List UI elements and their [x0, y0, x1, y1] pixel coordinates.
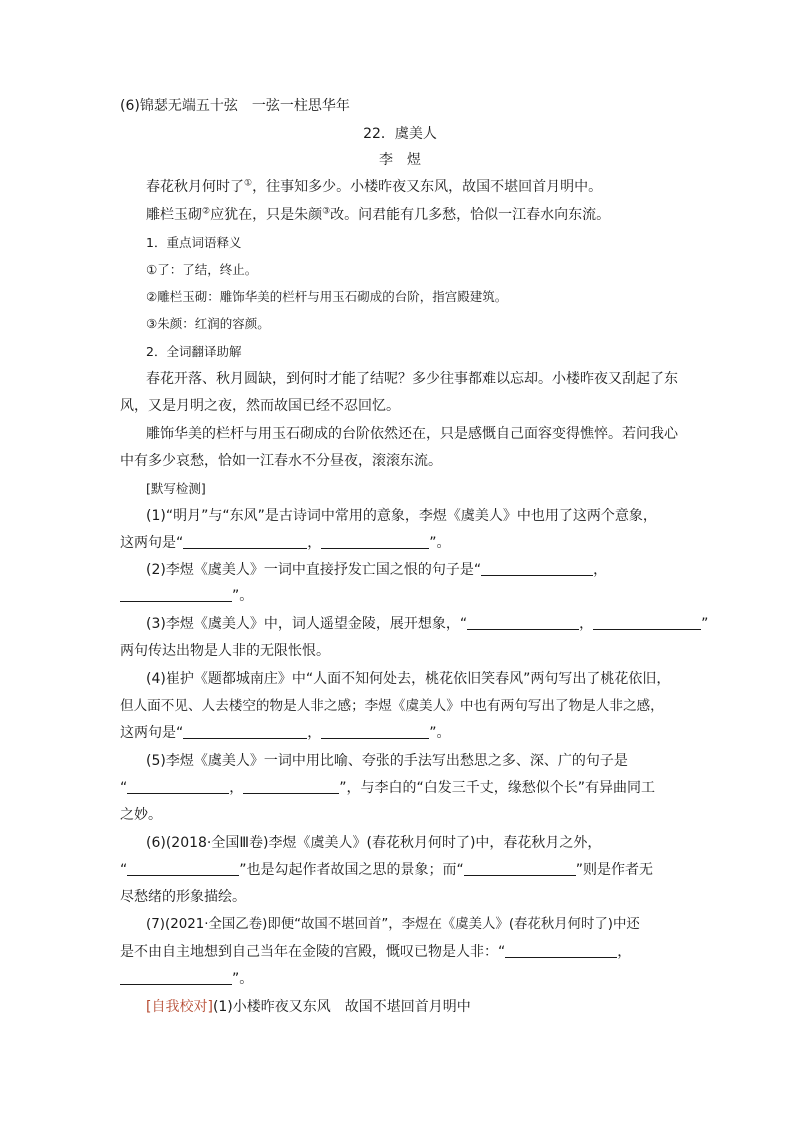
gloss-item-3: ③朱颜：红润的容颜。 — [146, 316, 270, 331]
translation-p2-line2: 中有多少哀愁，恰如一江春水不分昼夜，滚滚东流。 — [120, 453, 442, 469]
q4-line1: (4)崔护《题都城南庄》中“人面不知何处去，桃花依旧笑春风”两句写出了桃花依旧， — [146, 671, 671, 687]
self-check-answer: [自我校对](1)小楼昨夜又东风 故国不堪回首月明中 — [146, 999, 471, 1015]
q7-line3: ”。 — [120, 969, 680, 989]
q4-line2: 但人面不见、人去楼空的物是人非之感；李煜《虞美人》中也有两句写出了物是人非之感， — [120, 698, 664, 714]
q3-line2: 两句传达出物是人非的无限怅恨。 — [120, 643, 330, 659]
poem-line-1: 春花秋月何时了①，往事知多少。小楼昨夜又东风，故国不堪回首月明中。 — [146, 178, 603, 195]
q1-line2: 这两句是“ ， ”。 — [120, 535, 451, 551]
answer-blank[interactable] — [183, 724, 307, 739]
answer-blank[interactable] — [127, 861, 239, 876]
answer-blank[interactable] — [321, 724, 429, 739]
q7-line1: (7)(2021·全国乙卷)即便“故国不堪回首”，李煜在《虞美人》(春花秋月何时了)中还 — [146, 917, 640, 932]
answer-blank[interactable] — [481, 561, 593, 576]
previous-answer-line: (6)锦瑟无端五十弦 一弦一柱思华年 — [120, 98, 350, 114]
poem-title: 22．虞美人 — [363, 126, 437, 142]
section2-heading: 2．全词翻译助解 — [146, 344, 242, 359]
q7-line2: 是不由自主地想到自己当年在金陵的宫殿，慨叹已物是人非：“ ， — [120, 944, 632, 960]
answer-blank[interactable] — [120, 587, 232, 602]
q6-line1: (6)(2018·全国Ⅲ卷)李煜《虞美人》(春花秋月何时了)中，春花秋月之外， — [146, 835, 602, 851]
answer-blank[interactable] — [183, 534, 307, 549]
answer-blank[interactable] — [120, 970, 232, 985]
answer-blank[interactable] — [505, 943, 617, 958]
dictation-heading: [默写检测] — [146, 481, 206, 496]
self-check-tag: [自我校对] — [146, 999, 213, 1015]
q3-line1: (3)李煜《虞美人》中，词人遥望金陵，展开想象，“ ， ” — [146, 616, 709, 632]
poem-line-2: 雕栏玉砌②应犹在，只是朱颜③改。问君能有几多愁，恰似一江春水向东流。 — [146, 206, 611, 223]
section1-heading: 1．重点词语释义 — [146, 235, 242, 250]
q5-line2: “ ， ”，与李白的“白发三千丈，缘愁似个长”有异曲同工 — [120, 780, 656, 796]
q5-line3: 之妙。 — [120, 807, 162, 823]
translation-p2-line1: 雕饰华美的栏杆与用玉石砌成的台阶依然还在，只是感慨自己面容变得憔悴。若问我心 — [146, 426, 678, 442]
answer-blank[interactable] — [464, 861, 576, 876]
q2-line2: ”。 — [120, 586, 680, 606]
poem-author: 李 煜 — [379, 152, 421, 168]
q5-line1: (5)李煜《虞美人》一词中用比喻、夸张的手法写出愁思之多、深、广的句子是 — [146, 753, 628, 769]
answer-blank[interactable] — [593, 615, 701, 630]
translation-p1-line2: 风，又是月明之夜，然而故国已经不忍回忆。 — [120, 398, 400, 414]
answer-blank[interactable] — [127, 779, 229, 794]
answer-blank[interactable] — [321, 534, 429, 549]
gloss-item-2: ②雕栏玉砌：雕饰华美的栏杆与用玉石砌成的台阶，指宫殿建筑。 — [146, 289, 508, 304]
q2-line1: (2)李煜《虞美人》一词中直接抒发亡国之恨的句子是“ ， — [146, 562, 608, 578]
q4-line3: 这两句是“ ， ”。 — [120, 725, 451, 741]
gloss-item-1: ①了：了结，终止。 — [146, 262, 258, 277]
q1-line1: (1)“明月”与“东风”是古诗词中常用的意象，李煜《虞美人》中也用了这两个意象， — [146, 508, 657, 524]
answer-blank[interactable] — [243, 779, 339, 794]
q6-line2: “ ”也是勾起作者故国之思的景象；而“ ”则是作者无 — [120, 862, 654, 878]
q6-line3: 尽愁绪的形象描绘。 — [120, 889, 246, 905]
answer-blank[interactable] — [467, 615, 579, 630]
translation-p1-line1: 春花开落、秋月圆缺，到何时才能了结呢？多少往事都难以忘却。小楼昨夜又刮起了东 — [146, 371, 678, 387]
